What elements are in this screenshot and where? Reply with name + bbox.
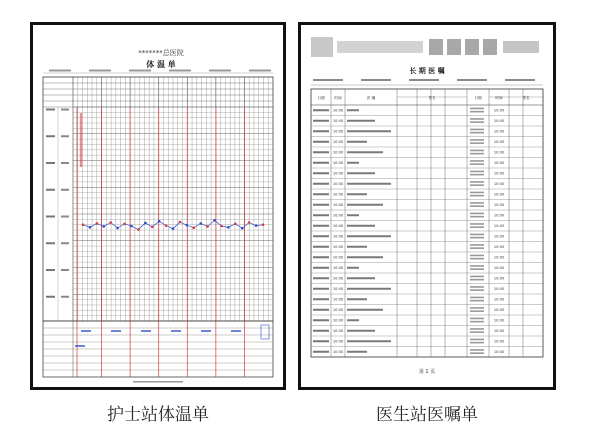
row-time: 10:00 <box>332 108 344 113</box>
axis-tick-mark <box>46 135 55 137</box>
table-frame <box>311 89 543 357</box>
axis-tick-mark <box>61 162 69 164</box>
row-stop-time: 10:00 <box>493 108 505 113</box>
row-date <box>313 319 329 321</box>
patient-info-field <box>457 79 487 81</box>
row-time: 10:00 <box>332 318 344 323</box>
row-time: 10:00 <box>332 339 344 344</box>
header-field <box>249 70 271 72</box>
row-order-text <box>347 351 367 353</box>
row-date <box>313 109 329 111</box>
row-stop-date <box>470 321 484 323</box>
row-stop-date <box>470 174 484 176</box>
temperature-point <box>96 222 99 225</box>
axis-tick-mark <box>46 269 55 271</box>
row-stop-date <box>470 349 484 351</box>
row-order-text <box>347 204 383 206</box>
row-order-text <box>347 151 383 153</box>
page-number: 第 1 页 <box>418 369 436 375</box>
row-stop-date <box>470 192 484 194</box>
row-time: 10:00 <box>332 329 344 334</box>
row-order-text <box>347 319 359 321</box>
caption-long-term-orders: 医生站医嘱单 <box>376 405 478 425</box>
temperature-point <box>248 221 251 224</box>
row-time: 10:00 <box>332 192 344 197</box>
row-order-text <box>347 246 367 248</box>
row-time: 10:00 <box>332 171 344 176</box>
row-stop-time: 10:00 <box>493 297 505 302</box>
row-stop-time: 10:00 <box>493 266 505 271</box>
row-order-text <box>347 214 359 216</box>
header-field <box>49 70 71 72</box>
row-date <box>313 172 329 174</box>
grid-frame <box>43 77 273 321</box>
row-stop-date <box>470 255 484 257</box>
axis-tick-mark <box>61 269 69 271</box>
row-stop-time: 10:00 <box>493 339 505 344</box>
row-stop-time: 10:00 <box>493 224 505 229</box>
row-stop-time: 10:00 <box>493 203 505 208</box>
temperature-point <box>255 224 258 227</box>
axis-tick-mark <box>46 216 55 218</box>
row-stop-date <box>470 216 484 218</box>
patient-info-field <box>361 79 391 81</box>
row-time: 10:00 <box>332 213 344 218</box>
column-header: 日期 <box>317 96 325 100</box>
chart-title: 体 温 单 <box>146 60 176 69</box>
row-stop-date <box>470 265 484 267</box>
row-stop-date <box>470 150 484 152</box>
axis-tick-mark <box>61 109 69 111</box>
row-stop-date <box>470 307 484 309</box>
row-order-text <box>347 183 391 185</box>
row-time: 10:00 <box>332 234 344 239</box>
row-stop-date <box>470 310 484 312</box>
row-date <box>313 141 329 143</box>
temperature-point <box>241 227 244 230</box>
axis-tick-mark <box>61 242 69 244</box>
temperature-point <box>130 225 133 228</box>
row-stop-date <box>470 247 484 249</box>
row-stop-date <box>470 108 484 110</box>
row-order-text <box>347 330 375 332</box>
bottom-table-entry <box>141 330 151 332</box>
row-stop-date <box>470 121 484 123</box>
row-stop-date <box>470 213 484 215</box>
temperature-point <box>192 226 195 229</box>
axis-tick-mark <box>46 162 55 164</box>
bottom-table-entry <box>231 330 241 332</box>
row-time: 10:00 <box>332 150 344 155</box>
row-time: 10:00 <box>332 245 344 250</box>
row-stop-date <box>470 268 484 270</box>
row-stop-date <box>470 286 484 288</box>
temperature-point <box>144 222 147 225</box>
row-date <box>313 183 329 185</box>
row-time: 10:00 <box>332 224 344 229</box>
row-order-text <box>347 288 391 290</box>
axis-tick-mark <box>46 189 55 191</box>
row-stop-date <box>470 142 484 144</box>
row-stop-time: 10:00 <box>493 129 505 134</box>
row-time: 10:00 <box>332 203 344 208</box>
temperature-chart-svg <box>33 25 283 387</box>
blue-mark <box>261 325 269 339</box>
row-stop-date <box>470 111 484 113</box>
row-stop-date <box>470 181 484 183</box>
row-order-text <box>347 193 367 195</box>
red-vertical-lines <box>77 107 244 377</box>
row-time: 10:00 <box>332 308 344 313</box>
row-stop-date <box>470 153 484 155</box>
row-order-text <box>347 298 367 300</box>
orders-table <box>311 79 543 357</box>
caption-temperature-chart: 护士站体温单 <box>107 405 209 425</box>
row-order-text <box>347 277 375 279</box>
row-stop-date <box>470 342 484 344</box>
row-stop-time: 10:00 <box>493 119 505 124</box>
bottom-table-entry <box>111 330 121 332</box>
row-stop-date <box>470 205 484 207</box>
column-header: 签名 <box>522 96 530 100</box>
row-stop-date <box>470 331 484 333</box>
row-stop-date <box>470 289 484 291</box>
row-date <box>313 193 329 195</box>
patient-info-field <box>409 79 439 81</box>
bottom-table-entry <box>171 330 181 332</box>
header-field <box>169 70 191 72</box>
row-time: 10:00 <box>332 276 344 281</box>
temperature-point <box>109 221 112 224</box>
row-date <box>313 267 329 269</box>
row-stop-date <box>470 226 484 228</box>
row-time: 10:00 <box>332 119 344 124</box>
temperature-point <box>158 220 161 223</box>
row-order-text <box>347 162 359 164</box>
row-time: 10:00 <box>332 266 344 271</box>
row-stop-time: 10:00 <box>493 192 505 197</box>
axis-tick-mark <box>46 296 55 298</box>
axis-tick-mark <box>61 296 69 298</box>
row-date <box>313 288 329 290</box>
row-stop-date <box>470 297 484 299</box>
temperature-point <box>151 226 154 229</box>
row-date <box>313 298 329 300</box>
temperature-grid <box>43 70 273 322</box>
row-stop-date <box>470 163 484 165</box>
temperature-point <box>89 226 92 229</box>
row-stop-time: 10:00 <box>493 287 505 292</box>
row-stop-date <box>470 258 484 260</box>
bottom-table-entry <box>201 330 211 332</box>
row-stop-date <box>470 139 484 141</box>
column-header: 签名 <box>428 96 436 100</box>
header-field <box>89 70 111 72</box>
long-term-orders-document <box>298 22 556 390</box>
row-stop-date <box>470 352 484 354</box>
row-stop-time: 10:00 <box>493 150 505 155</box>
temperature-point <box>186 224 189 227</box>
temperature-point <box>206 225 209 228</box>
column-header: 医 嘱 <box>366 96 376 100</box>
row-order-text <box>347 256 383 258</box>
axis-tick-mark <box>61 189 69 191</box>
column-header: 时间 <box>495 96 503 100</box>
row-stop-date <box>470 171 484 173</box>
temperature-point <box>220 225 223 228</box>
row-stop-date <box>470 223 484 225</box>
temperature-chart-document <box>30 22 286 390</box>
axis-tick-mark <box>61 216 69 218</box>
temperature-point <box>82 223 85 226</box>
axis-tick-mark <box>46 109 55 111</box>
row-stop-date <box>470 339 484 341</box>
row-stop-date <box>470 195 484 197</box>
row-stop-date <box>470 234 484 236</box>
patient-info-field <box>313 79 343 81</box>
row-time: 10:00 <box>332 129 344 134</box>
row-date <box>313 309 329 311</box>
row-date <box>313 162 329 164</box>
patient-info-field <box>505 79 535 81</box>
temperature-point <box>165 224 168 227</box>
row-stop-time: 10:00 <box>493 350 505 355</box>
temperature-point <box>227 226 230 229</box>
row-date <box>313 277 329 279</box>
row-date <box>313 130 329 132</box>
row-stop-date <box>470 244 484 246</box>
row-time: 10:00 <box>332 350 344 355</box>
row-stop-date <box>470 237 484 239</box>
row-order-text <box>347 130 391 132</box>
row-stop-date <box>470 202 484 204</box>
blurred-hospital-header <box>311 37 539 57</box>
axis-tick-mark <box>46 242 55 244</box>
orders-title: 长 期 医 嘱 <box>409 67 445 75</box>
row-stop-time: 10:00 <box>493 245 505 250</box>
row-order-text <box>347 141 367 143</box>
row-time: 10:00 <box>332 161 344 166</box>
temperature-point <box>172 227 175 230</box>
row-stop-date <box>470 184 484 186</box>
header-field <box>209 70 231 72</box>
temperature-point <box>179 221 182 224</box>
footer-mark <box>133 381 183 383</box>
row-stop-time: 10:00 <box>493 255 505 260</box>
row-time: 10:00 <box>332 297 344 302</box>
row-stop-time: 10:00 <box>493 329 505 334</box>
row-order-text <box>347 225 375 227</box>
row-stop-time: 10:00 <box>493 234 505 239</box>
row-date <box>313 225 329 227</box>
row-order-text <box>347 340 391 342</box>
row-stop-time: 10:00 <box>493 308 505 313</box>
axis-tick-mark <box>61 135 69 137</box>
column-header: 时间 <box>334 96 342 100</box>
row-time: 10:00 <box>332 255 344 260</box>
row-stop-date <box>470 279 484 281</box>
row-date <box>313 256 329 258</box>
row-date <box>313 151 329 153</box>
orders-sheet-svg <box>301 25 553 387</box>
bottom-table-entry <box>75 345 85 347</box>
hospital-name: *******总医院 <box>138 49 184 57</box>
header-field <box>129 70 151 72</box>
row-stop-date <box>470 160 484 162</box>
row-stop-date <box>470 328 484 330</box>
row-order-text <box>347 309 383 311</box>
row-order-text <box>347 267 359 269</box>
temperature-point <box>199 222 202 225</box>
row-stop-time: 10:00 <box>493 213 505 218</box>
temperature-point <box>213 219 216 222</box>
row-date <box>313 120 329 122</box>
row-stop-date <box>470 132 484 134</box>
row-date <box>313 351 329 353</box>
row-stop-date <box>470 276 484 278</box>
temperature-point <box>234 223 237 226</box>
row-stop-time: 10:00 <box>493 318 505 323</box>
row-date <box>313 330 329 332</box>
bottom-info-table <box>43 321 273 383</box>
row-date <box>313 246 329 248</box>
row-stop-time: 10:00 <box>493 171 505 176</box>
row-order-text <box>347 235 391 237</box>
row-time: 10:00 <box>332 182 344 187</box>
bottom-table-entry <box>81 330 91 332</box>
column-header: 日期 <box>474 96 482 100</box>
row-date <box>313 235 329 237</box>
temperature-point <box>137 228 140 231</box>
row-date <box>313 214 329 216</box>
temperature-point <box>116 227 119 230</box>
row-time: 10:00 <box>332 287 344 292</box>
row-stop-time: 10:00 <box>493 140 505 145</box>
temperature-point <box>102 225 105 228</box>
row-time: 10:00 <box>332 140 344 145</box>
row-order-text <box>347 109 359 111</box>
row-date <box>313 204 329 206</box>
row-stop-time: 10:00 <box>493 161 505 166</box>
row-stop-time: 10:00 <box>493 182 505 187</box>
row-stop-date <box>470 300 484 302</box>
row-stop-date <box>470 129 484 131</box>
row-stop-date <box>470 318 484 320</box>
row-order-text <box>347 172 375 174</box>
row-date <box>313 340 329 342</box>
row-stop-date <box>470 118 484 120</box>
row-order-text <box>347 120 375 122</box>
temperature-point <box>262 223 265 226</box>
temperature-point <box>123 223 126 226</box>
row-stop-time: 10:00 <box>493 276 505 281</box>
